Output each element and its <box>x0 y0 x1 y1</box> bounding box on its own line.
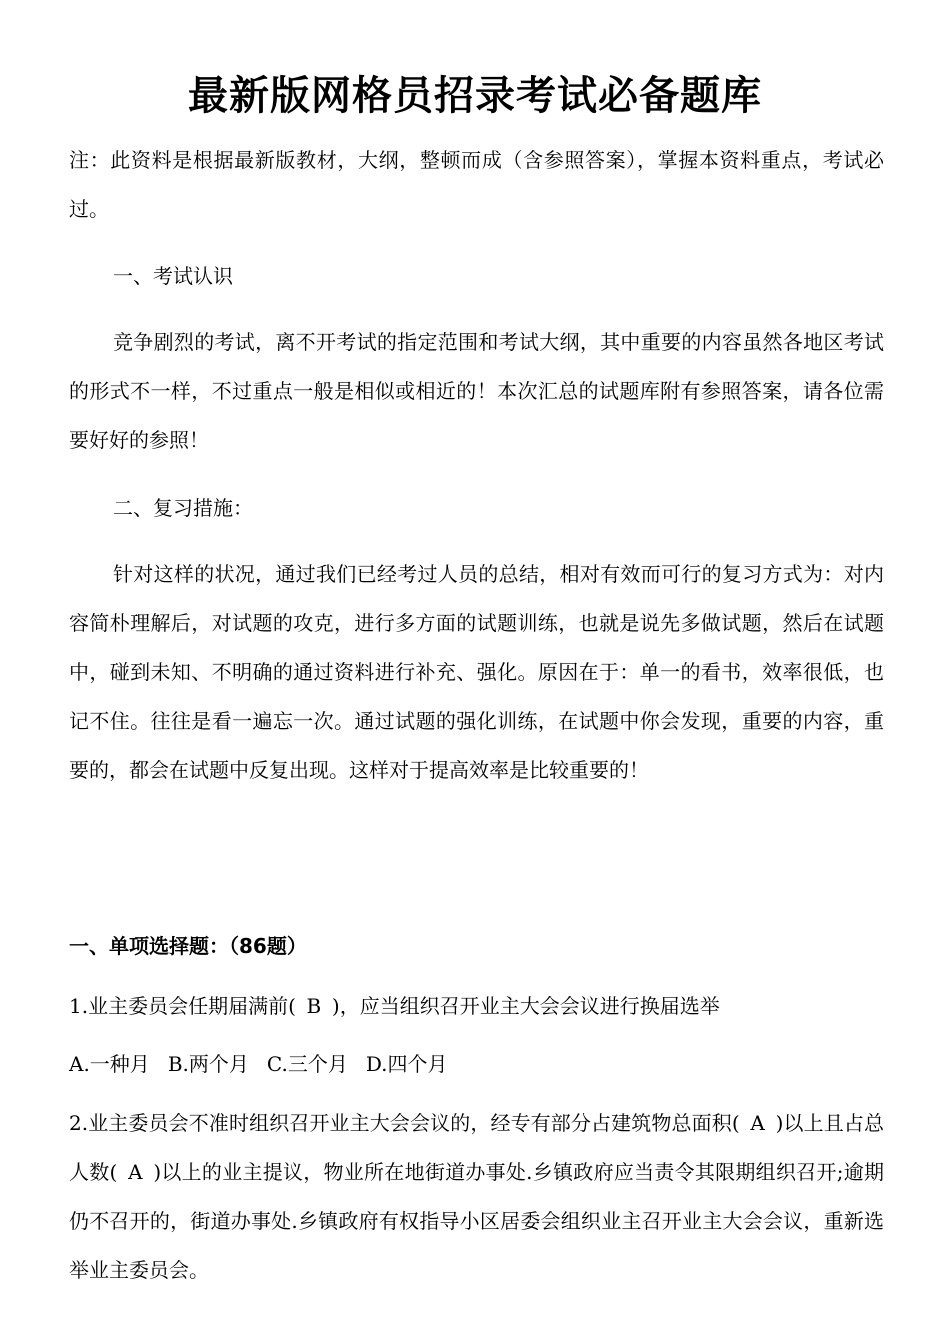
question-2-stem-mid: )以上且占总人数( <box>69 1111 884 1184</box>
question-2-stem-pre: 2.业主委员会不准时组织召开业主大会会议的，经专有部分占建筑物总面积( <box>69 1111 740 1135</box>
section1-heading: 一、考试认识 <box>113 264 233 288</box>
question-2-stem-post: )以上的业主提议，物业所在地街道办事处.乡镇政府应当责令其限期组织召开;逾期仍不召开的，街道办事处.乡镇政府有权指导小区居委会组织业主召开业主大会会议，重新选举业主委员会。 <box>69 1160 884 1282</box>
question-1-answer: B <box>306 994 322 1018</box>
question-1-option-c: C.三个月 <box>266 1052 348 1076</box>
section2-heading: 二、复习措施： <box>113 496 253 520</box>
question-1-option-a: A.一种月 <box>69 1052 150 1076</box>
question-2-answer-1: A <box>750 1111 765 1135</box>
section2-body: 针对这样的状况，通过我们已经考过人员的总结，相对有效而可行的复习方式为：对内容简朴理解后，对试题的攻克，进行多方面的试题训练，也就是说先多做试题，然后在试题中，碰到未知、不明确的通过资料进行补充、强化。原因在于：单一的看书，效率很低，也记不住。往往是看一遍忘一次。通过试题的强化训练，在试题中你会发现，重要的内容，重要的，都会在试题中反复出现。这样对于提高效率是比较重要的！ <box>69 562 884 782</box>
document-title: 最新版网格员招录考试必备题库 <box>188 73 762 119</box>
question-1 <box>69 982 884 1031</box>
question-1-stem-post: )，应当组织召开业主大会会议进行换届选举 <box>331 994 720 1018</box>
question-1-options <box>69 1040 884 1089</box>
question-1-option-b: B.两个月 <box>167 1052 249 1076</box>
question-2 <box>69 1099 884 1295</box>
question-1-stem-pre: 1.业主委员会任期届满前( <box>69 994 296 1018</box>
part-heading: 一、单项选择题：（86题） <box>69 934 307 958</box>
note-paragraph: 注：此资料是根据最新版教材，大纲，整顿而成（含参照答案），掌握本资料重点，考试必过。 <box>69 148 884 221</box>
question-2-answer-2: A <box>128 1160 143 1184</box>
section1-body: 竞争剧烈的考试，离不开考试的指定范围和考试大纲，其中重要的内容虽然各地区考试的形式不一样，不过重点一般是相似或相近的！本次汇总的试题库附有参照答案，请各位需要好好的参照！ <box>69 330 884 452</box>
question-1-option-d: D.四个月 <box>365 1052 448 1076</box>
